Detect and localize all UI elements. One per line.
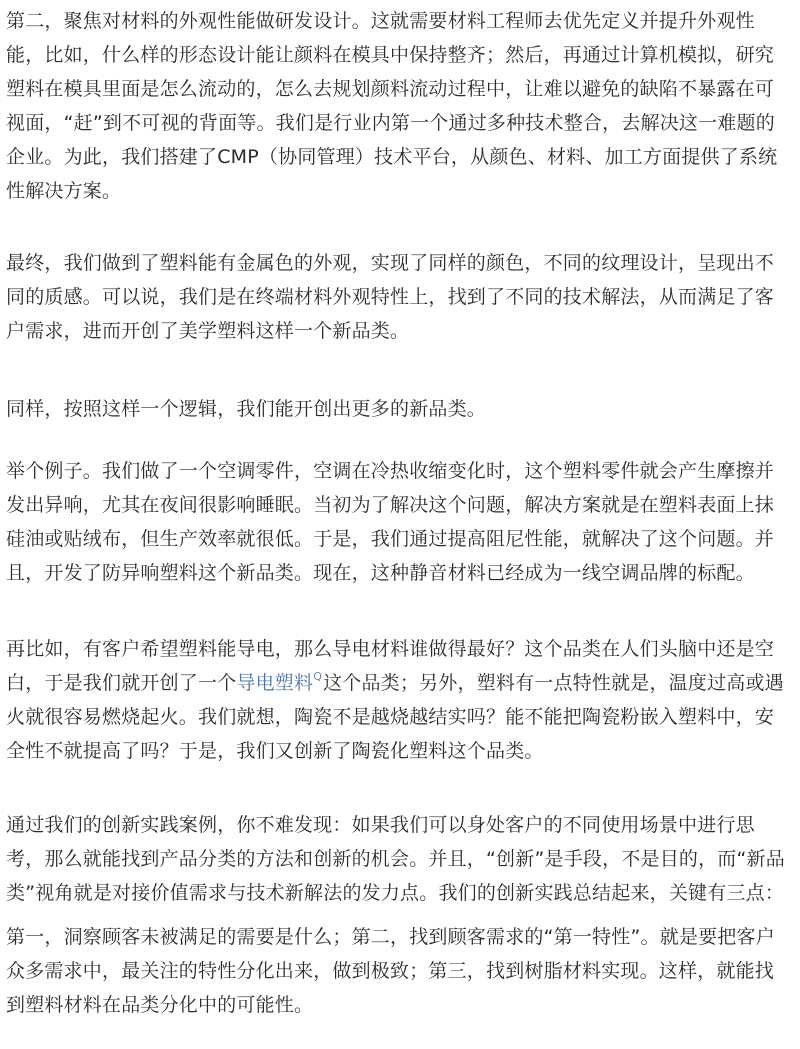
text-line: 企业。为此，我们搭建了CMP（协同管理）技术平台，从颜色、材料、加工方面提供了系统 — [6, 146, 778, 168]
paragraph-appearance-rd — [6, 4, 796, 208]
text-line: 且，开发了防异响塑料这个新品类。现在，这种静音材料已经成为一线空调品牌的标配。 — [6, 562, 755, 584]
text-segment: 这个品类；另外，塑料有一点特性就是，温度过高或遇 — [323, 672, 784, 694]
search-icon[interactable]: Q — [313, 670, 323, 683]
paragraph-conductive-example — [6, 632, 796, 768]
text-line: 同样，按照这样一个逻辑，我们能开创出更多的新品类。 — [6, 398, 487, 420]
text-line: 硅油或贴绒布，但生产效率就很低。于是，我们通过提高阻尼性能，就解决了这个问题。并 — [6, 528, 775, 550]
text-line: 类”视角就是对接价值需求与技术新解法的发力点。我们的创新实践总结起来，关键有三点： — [6, 882, 785, 904]
text-line: 到塑料材料在品类分化中的可能性。 — [6, 994, 314, 1016]
paragraph-innovation-practice — [6, 808, 796, 910]
text-line: 再比如，有客户希望塑料能导电，那么导电材料谁做得最好？这个品类在人们头脑中还是空 — [6, 638, 775, 660]
text-line: 考，那么就能找到产品分类的方法和创新的机会。并且，“创新”是手段，不是目的，而“新品 — [6, 848, 785, 870]
text-line: 第一，洞察顾客未被满足的需要是什么；第二，找到顾客需求的“第一特性”。就是要把客户 — [6, 926, 775, 948]
text-line: 全性不就提高了吗？于是，我们又创新了陶瓷化塑料这个品类。 — [6, 740, 544, 762]
text-line: 塑料在模具里面是怎么流动的，怎么去规划颜料流动过程中，让难以避免的缺陷不暴露在可 — [6, 78, 775, 100]
text-line: 视面，“赶”到不可视的背面等。我们是行业内第一个通过多种技术整合，去解决这一难题的 — [6, 112, 775, 134]
text-line: 性解决方案。 — [6, 180, 122, 202]
text-line: 同的质感。可以说，我们是在终端材料外观特性上，找到了不同的技术解法，从而满足了客 — [6, 286, 775, 308]
text-line: 最终，我们做到了塑料能有金属色的外观，实现了同样的颜色，不同的纹理设计，呈现出不 — [6, 252, 775, 274]
text-line: 火就很容易燃烧起火。我们就想，陶瓷不是越烧越结实吗？能不能把陶瓷粉嵌入塑料中，安 — [6, 706, 775, 728]
conductive-plastic-link[interactable]: 导电塑料 — [236, 672, 314, 694]
text-line: 举个例子。我们做了一个空调零件，空调在冷热收缩变化时，这个塑料零件就会产生摩擦并 — [6, 460, 775, 482]
text-line-with-link — [6, 666, 796, 700]
text-line: 通过我们的创新实践案例，你不难发现：如果我们可以身处客户的不同使用场景中进行思 — [6, 814, 755, 836]
text-line: 能，比如，什么样的形态设计能让颜料在模具中保持整齐；然后，再通过计算机模拟，研究 — [6, 44, 775, 66]
text-line: 众多需求中，最关注的特性分化出来，做到极致；第三，找到树脂材料实现。这样，就能找 — [6, 960, 775, 982]
text-segment: 白，于是我们就开创了一个 — [6, 672, 237, 694]
paragraph-same-logic — [6, 392, 796, 426]
paragraph-ac-example — [6, 454, 796, 590]
text-line: 户需求，进而开创了美学塑料这样一个新品类。 — [6, 320, 410, 342]
paragraph-three-keys — [6, 920, 796, 1022]
paragraph-metallic-appearance — [6, 246, 796, 348]
text-line: 发出异响，尤其在夜间很影响睡眠。当初为了解决这个问题，解决方案就是在塑料表面上抹 — [6, 494, 775, 516]
text-line: 第二，聚焦对材料的外观性能做研发设计。这就需要材料工程师去优先定义并提升外观性 — [6, 10, 755, 32]
